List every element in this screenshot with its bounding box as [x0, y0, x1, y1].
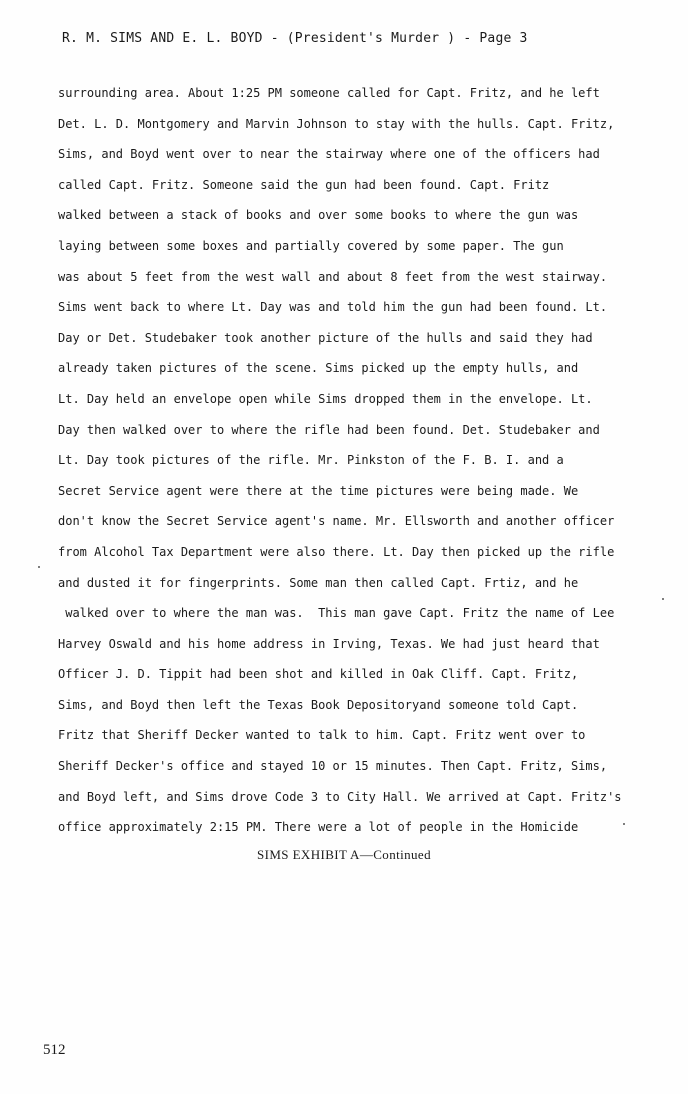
text-line: Sims, and Boyd then left the Texas Book Depositoryand someone told Capt.	[58, 697, 579, 712]
text-line: already taken pictures of the scene. Sims picked up the empty hulls, and	[58, 361, 579, 376]
text-line: Secret Service agent were there at the time pictures were being made. We	[58, 483, 579, 498]
exhibit-caption: SIMS EXHIBIT A—Continued	[256, 847, 432, 862]
text-line: Harvey Oswald and his home address in Irving, Texas. We had just heard that	[58, 636, 600, 651]
body-text	[58, 78, 666, 843]
text-line: Fritz that Sheriff Decker wanted to talk to him. Capt. Fritz went over to	[58, 728, 586, 743]
text-line: and dusted it for fingerprints. Some man then called Capt. Frtiz, and he	[58, 575, 579, 590]
text-line: Day then walked over to where the rifle had been found. Det. Studebaker and	[58, 422, 600, 437]
text-line: walked over to where the man was. This man gave Capt. Fritz the name of Lee	[58, 606, 615, 621]
text-line: Lt. Day held an envelope open while Sims dropped them in the envelope. Lt.	[58, 391, 593, 406]
scan-speck	[38, 566, 40, 568]
text-line: office approximately 2:15 PM. There were a lot of people in the Homicide	[58, 820, 579, 835]
text-line: Det. L. D. Montgomery and Marvin Johnson to stay with the hulls. Capt. Fritz,	[58, 116, 615, 131]
text-line: don't know the Secret Service agent's name. Mr. Ellsworth and another officer	[58, 514, 615, 529]
text-line: walked between a stack of books and over some books to where the gun was	[58, 208, 579, 223]
text-line: Officer J. D. Tippit had been shot and killed in Oak Cliff. Capt. Fritz,	[58, 667, 579, 682]
text-line: and Boyd left, and Sims drove Code 3 to City Hall. We arrived at Capt. Fritz's	[58, 789, 622, 804]
text-line: from Alcohol Tax Department were also there. Lt. Day then picked up the rifle	[58, 544, 615, 559]
text-line: Lt. Day took pictures of the rifle. Mr. Pinkston of the F. B. I. and a	[58, 453, 564, 468]
text-line: surrounding area. About 1:25 PM someone called for Capt. Fritz, and he left	[58, 86, 600, 100]
scan-speck	[662, 598, 664, 600]
text-line: Day or Det. Studebaker took another picture of the hulls and said they had	[58, 330, 593, 345]
text-line: Sims, and Boyd went over to near the stairway where one of the officers had	[58, 147, 600, 162]
text-line: laying between some boxes and partially covered by some paper. The gun	[58, 238, 564, 253]
text-line: Sims went back to where Lt. Day was and told him the gun had been found. Lt.	[58, 300, 608, 315]
text-line: was about 5 feet from the west wall and about 8 feet from the west stairway.	[58, 269, 608, 284]
page-header: R. M. SIMS AND E. L. BOYD - (President's Murder ) - Page 3	[62, 31, 528, 46]
page-number: 512	[43, 1042, 66, 1058]
scan-speck	[623, 823, 625, 825]
text-line: Sheriff Decker's office and stayed 10 or 15 minutes. Then Capt. Fritz, Sims,	[58, 759, 608, 774]
text-line: called Capt. Fritz. Someone said the gun had been found. Capt. Fritz	[58, 177, 550, 192]
